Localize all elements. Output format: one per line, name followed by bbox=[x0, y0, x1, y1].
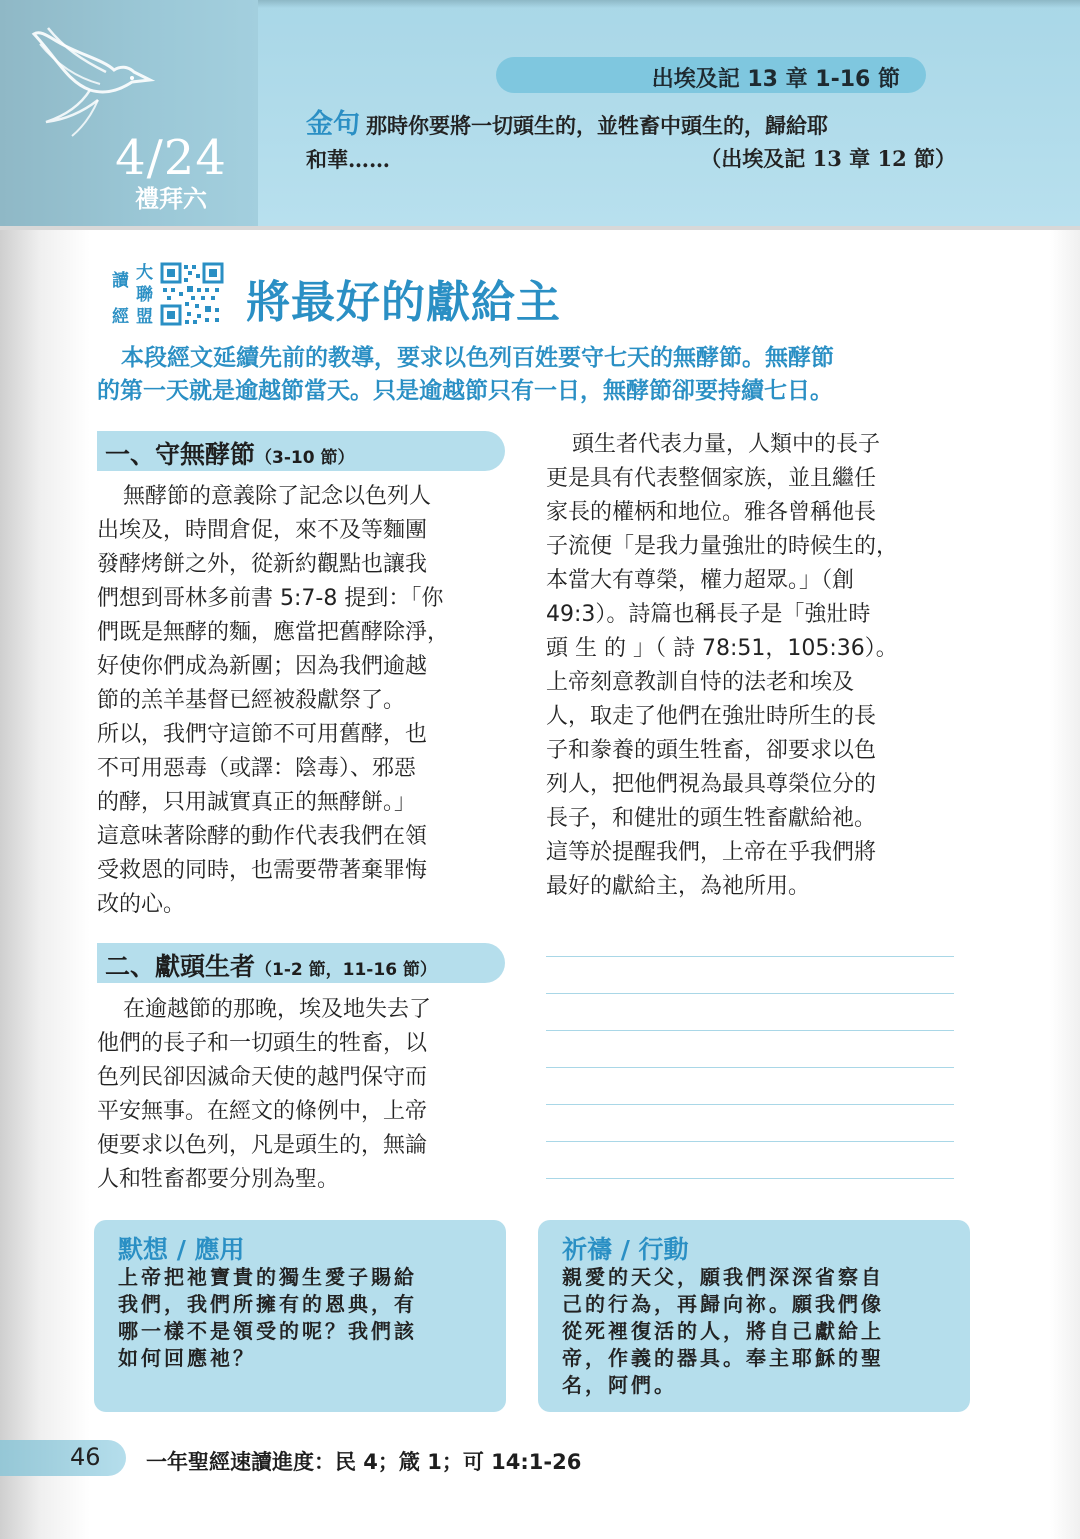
page-title: 將最好的獻給主 bbox=[246, 277, 561, 328]
intro-line: 的第一天就是逾越節當天。只是逾越節只有一日，無酵節卻要持續七日。 bbox=[97, 378, 833, 404]
section-2-title: 二、獻頭生者 bbox=[105, 952, 256, 981]
section-2-verses: （1-2 節，11-16 節） bbox=[255, 960, 437, 980]
text-line: 平安無事。在經文的條例中，上帝 bbox=[97, 1099, 428, 1124]
text-line: 們想到哥林多前書 5:7-8 提到：「你 bbox=[97, 586, 444, 611]
text-line: 子流便「是我力量強壯的時候生的， bbox=[546, 534, 899, 559]
intro-line: 本段經文延續先前的教導，要求以色列百姓要守七天的無酵節。無酵節 bbox=[121, 345, 834, 371]
text-line: 無酵節的意義除了記念以色列人 bbox=[123, 484, 432, 509]
prayer-title: 祈禱 / 行動 bbox=[562, 1235, 689, 1264]
meditation-box bbox=[94, 1220, 506, 1412]
note-line[interactable] bbox=[546, 1067, 954, 1104]
weekday: 禮拜六 bbox=[135, 185, 207, 213]
note-line[interactable] bbox=[546, 1178, 954, 1215]
text-line: 頭 生 的 」（ 詩 78:51，105:36）。 bbox=[546, 636, 898, 661]
section-2-body bbox=[97, 993, 505, 1197]
dove-icon bbox=[28, 20, 158, 140]
text-line: 節的羔羊基督已經被殺獻祭了。 bbox=[97, 688, 406, 713]
note-line[interactable] bbox=[546, 956, 954, 993]
scripture-reference: 出埃及記 13 章 1-16 節 bbox=[651, 67, 900, 92]
text-line: 他們的長子和一切頭生的牲畜，以 bbox=[97, 1031, 428, 1056]
read-char-2: 大 bbox=[136, 263, 153, 283]
scripture-reference-pill bbox=[496, 57, 926, 93]
section-1-verses: （3-10 節） bbox=[255, 448, 355, 468]
text-line: 人，取走了他們在強壯時所生的長 bbox=[546, 704, 877, 729]
section-1-heading bbox=[97, 431, 505, 471]
right-column-body bbox=[546, 428, 954, 904]
text-line: 改的心。 bbox=[97, 892, 186, 917]
text-line: 發酵烤餅之外，從新約觀點也讓我 bbox=[97, 552, 428, 577]
reading-progress: 一年聖經速讀進度：民 4；箴 1；可 14:1-26 bbox=[146, 1450, 582, 1474]
date-tab bbox=[0, 0, 258, 228]
golden-verse bbox=[306, 108, 956, 177]
text-line: 列人，把他們視為最具尊榮位分的 bbox=[546, 772, 877, 797]
text-line: 出埃及，時間倉促，來不及等麵團 bbox=[97, 518, 428, 543]
text-line: 便要求以色列，凡是頭生的，無論 bbox=[97, 1133, 428, 1158]
reading-league-label bbox=[112, 262, 160, 327]
text-line: 長子，和健壯的頭生牲畜獻給祂。 bbox=[546, 806, 877, 831]
qr-code-icon[interactable] bbox=[160, 262, 224, 326]
text-line: 好使你們成為新團；因為我們逾越 bbox=[97, 654, 428, 679]
page-number: 46 bbox=[70, 1443, 101, 1471]
golden-verse-line-1: 金句 那時你要將一切頭生的，並牲畜中頭生的，歸給耶 bbox=[306, 109, 828, 140]
read-char-3: 聯 bbox=[136, 285, 153, 305]
text-line: 的酵，只用誠實真正的無酵餅。」 bbox=[97, 790, 417, 815]
header-divider bbox=[0, 226, 1080, 230]
prayer-text: 親愛的天父，願我們深深省察自 己的行為，再歸向祢。願我們像 從死裡復活的人，將自己獻給上 帝，作義的器具。奉主耶穌的聖 名，阿們。 bbox=[562, 1265, 884, 1397]
text-line: 這等於提醒我們，上帝在乎我們將 bbox=[546, 840, 877, 865]
text-line: 最好的獻給主，為祂所用。 bbox=[546, 874, 811, 899]
text-line: 色列民卻因滅命天使的越門保守而 bbox=[97, 1065, 428, 1090]
text-line: 所以，我們守這節不可用舊酵，也 bbox=[97, 722, 428, 747]
text-line: 子和豢養的頭生牲畜，卻要求以色 bbox=[546, 738, 877, 763]
read-char-1: 讀 bbox=[112, 271, 129, 291]
read-char-4: 經 bbox=[112, 307, 129, 327]
read-char-5: 盟 bbox=[136, 307, 153, 327]
golden-verse-line-2: 和華…… bbox=[306, 147, 390, 172]
meditation-text: 上帝把祂寶貴的獨生愛子賜給 我們，我們所擁有的恩典，有 哪一樣不是領受的呢？我們該 如何回應祂？ bbox=[118, 1265, 417, 1370]
text-line: 受救恩的同時，也需要帶著棄罪悔 bbox=[97, 858, 428, 883]
note-line[interactable] bbox=[546, 993, 954, 1030]
page-number-tab bbox=[0, 1440, 126, 1476]
note-line[interactable] bbox=[546, 1141, 954, 1178]
text-line: 上帝刻意教訓自恃的法老和埃及 bbox=[546, 670, 855, 695]
text-line: 本當大有尊榮，權力超眾。」（創 bbox=[546, 568, 855, 593]
text-line: 人和牲畜都要分別為聖。 bbox=[97, 1167, 340, 1192]
golden-verse-tag: 金句 bbox=[306, 109, 360, 140]
date-number: 4/24 bbox=[115, 130, 227, 186]
golden-verse-reference: （出埃及記 13 章 12 節） bbox=[700, 146, 956, 171]
text-line: 家長的權柄和地位。雅各曾稱他長 bbox=[546, 500, 877, 525]
text-line: 頭生者代表力量，人類中的長子 bbox=[572, 432, 881, 457]
meditation-title: 默想 / 應用 bbox=[118, 1235, 245, 1264]
text-line: 這意味著除酵的動作代表我們在領 bbox=[97, 824, 428, 849]
header-band bbox=[0, 0, 1080, 228]
text-line: 在逾越節的那晚，埃及地失去了 bbox=[123, 997, 432, 1022]
note-line[interactable] bbox=[546, 1030, 954, 1067]
note-line[interactable] bbox=[546, 1104, 954, 1141]
intro-paragraph bbox=[97, 342, 957, 408]
section-1-title: 一、守無酵節 bbox=[105, 440, 256, 469]
text-line: 們既是無酵的麵，應當把舊酵除淨， bbox=[97, 620, 450, 645]
text-line: 更是具有代表整個家族，並且繼任 bbox=[546, 466, 877, 491]
text-line: 不可用惡毒（或譯：陰毒）、邪惡 bbox=[97, 756, 417, 781]
text-line: 49:3）。詩篇也稱長子是「強壯時 bbox=[546, 602, 871, 627]
notes-lines[interactable] bbox=[546, 956, 954, 1215]
section-2-heading bbox=[97, 943, 505, 983]
section-1-body bbox=[97, 480, 505, 922]
prayer-box bbox=[538, 1220, 970, 1412]
